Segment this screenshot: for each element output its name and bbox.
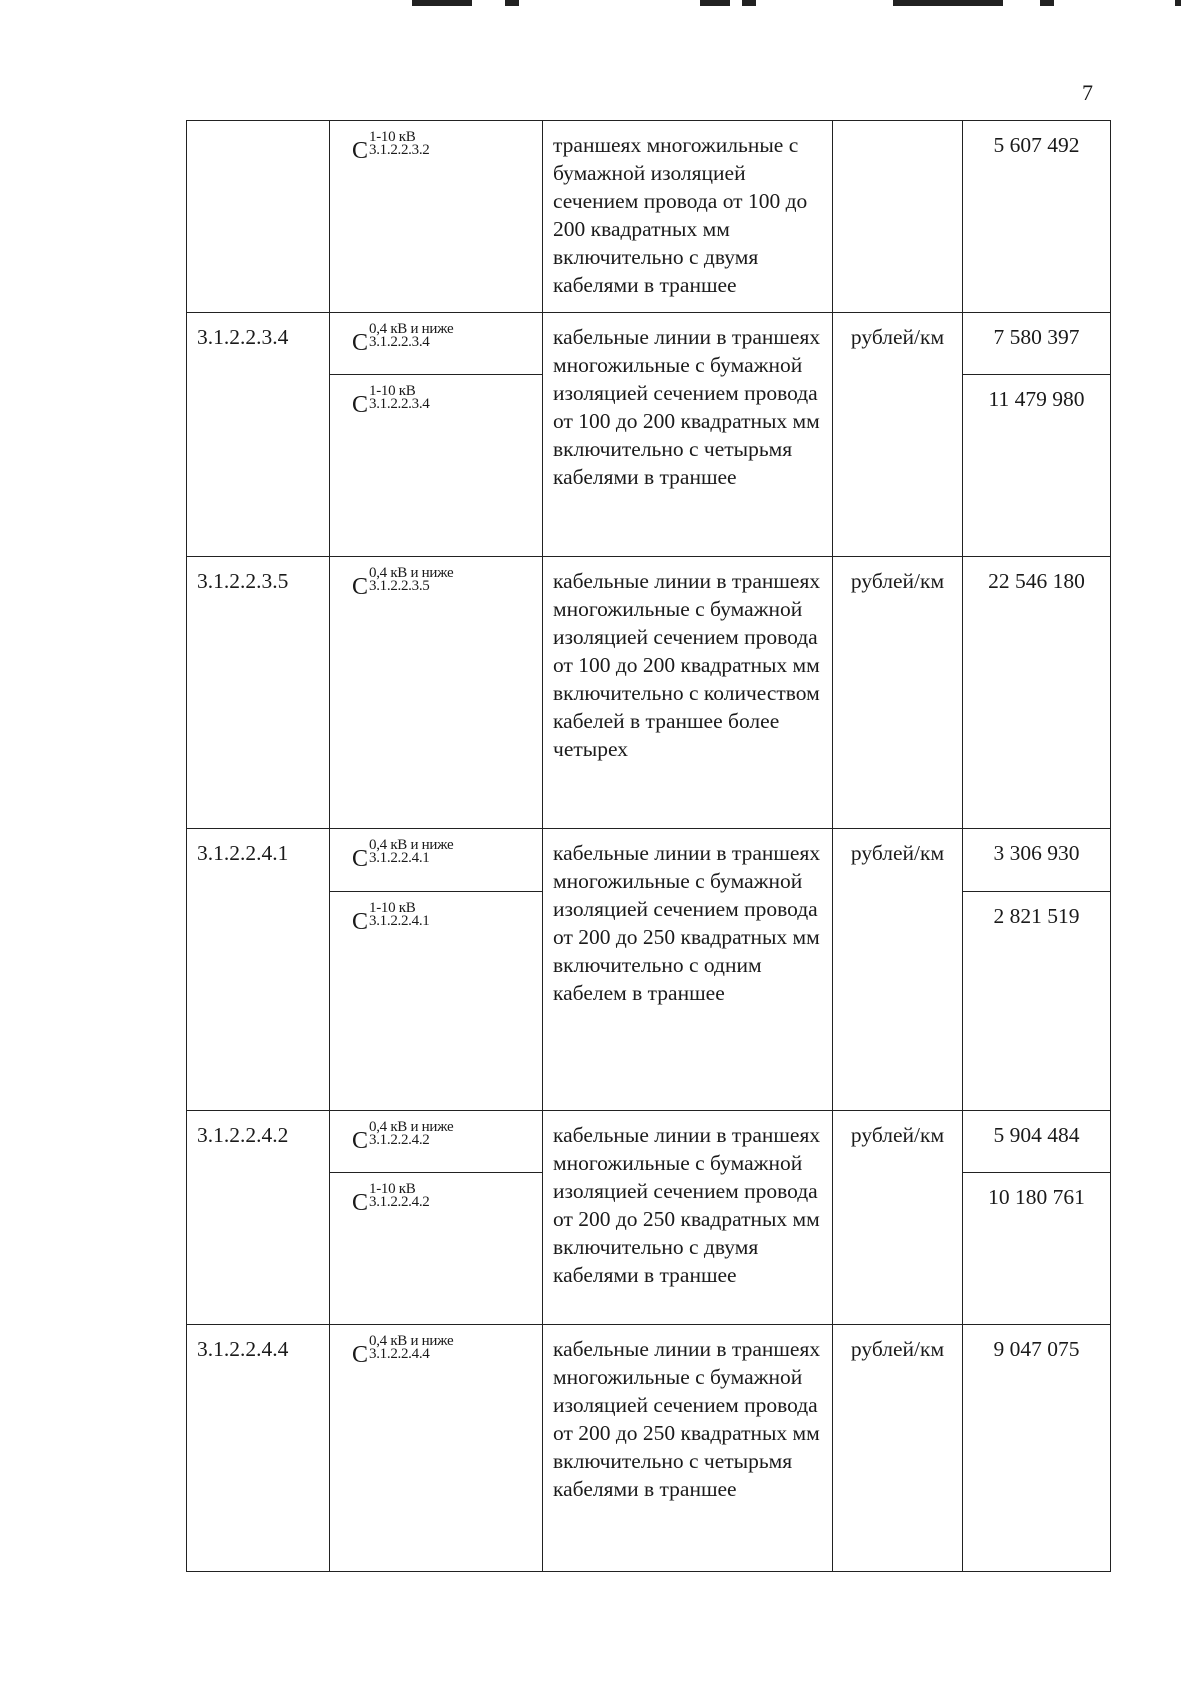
row-value: 5 904 484 <box>963 1111 1111 1173</box>
rate-symbol: C 0,4 кВ и ниже 3.1.2.2.4.2 <box>330 1111 543 1173</box>
row-description: кабельные линии в траншеях многожильные с бумажной изоляцией сечением провода от 200 до 250 квадратных мм включительно с двумя кабелями в траншее <box>543 1111 833 1325</box>
row-value: 2 821 519 <box>963 892 1111 1111</box>
tariff-table <box>186 120 1111 1572</box>
row-description: траншеях многожильные с бумажной изоляцией сечением провода от 100 до 200 квадратных мм включительно с двумя кабелями в траншее <box>543 121 833 313</box>
row-description: кабельные линии в траншеях многожильные с бумажной изоляцией сечением провода от 100 до 200 квадратных мм включительно с количеством кабелей в траншее более четырех <box>543 557 833 829</box>
row-code: 3.1.2.2.3.5 <box>187 557 330 829</box>
scan-top-marks <box>0 0 1200 12</box>
row-description: кабельные линии в траншеях многожильные с бумажной изоляцией сечением провода от 100 до 200 квадратных мм включительно с четырьмя кабелями в траншее <box>543 313 833 557</box>
row-value: 22 546 180 <box>963 557 1111 829</box>
row-value: 9 047 075 <box>963 1325 1111 1572</box>
row-code: 3.1.2.2.4.4 <box>187 1325 330 1572</box>
row-value: 10 180 761 <box>963 1173 1111 1325</box>
table-row <box>187 829 1111 892</box>
row-value: 11 479 980 <box>963 375 1111 557</box>
row-code <box>187 121 330 313</box>
row-unit: рублей/км <box>833 313 963 557</box>
rate-symbol: C 0,4 кВ и ниже 3.1.2.2.3.5 <box>330 557 543 829</box>
rate-symbol: C 0,4 кВ и ниже 3.1.2.2.4.1 <box>330 829 543 892</box>
table-row <box>187 313 1111 375</box>
page-number: 7 <box>1082 80 1093 105</box>
rate-symbol: C 0,4 кВ и ниже 3.1.2.2.4.4 <box>330 1325 543 1572</box>
row-code: 3.1.2.2.4.2 <box>187 1111 330 1325</box>
row-value: 5 607 492 <box>963 121 1111 313</box>
table-row <box>187 557 1111 829</box>
row-value: 7 580 397 <box>963 313 1111 375</box>
row-unit: рублей/км <box>833 829 963 1111</box>
row-unit: рублей/км <box>833 1325 963 1572</box>
rate-symbol: C 1-10 кВ 3.1.2.2.3.2 <box>330 121 543 313</box>
row-value: 3 306 930 <box>963 829 1111 892</box>
row-unit: рублей/км <box>833 557 963 829</box>
rate-symbol: C 1-10 кВ 3.1.2.2.4.1 <box>330 892 543 1111</box>
rate-symbol: C 1-10 кВ 3.1.2.2.4.2 <box>330 1173 543 1325</box>
row-unit: рублей/км <box>833 1111 963 1325</box>
table-row <box>187 1111 1111 1173</box>
rate-symbol: C 0,4 кВ и ниже 3.1.2.2.3.4 <box>330 313 543 375</box>
table-row <box>187 1325 1111 1572</box>
row-description: кабельные линии в траншеях многожильные с бумажной изоляцией сечением провода от 200 до 250 квадратных мм включительно с четырьмя кабелями в траншее <box>543 1325 833 1572</box>
table-row <box>187 121 1111 313</box>
row-code: 3.1.2.2.4.1 <box>187 829 330 1111</box>
row-unit <box>833 121 963 313</box>
row-description: кабельные линии в траншеях многожильные с бумажной изоляцией сечением провода от 200 до 250 квадратных мм включительно с одним кабелем в траншее <box>543 829 833 1111</box>
row-code: 3.1.2.2.3.4 <box>187 313 330 557</box>
rate-symbol: C 1-10 кВ 3.1.2.2.3.4 <box>330 375 543 557</box>
